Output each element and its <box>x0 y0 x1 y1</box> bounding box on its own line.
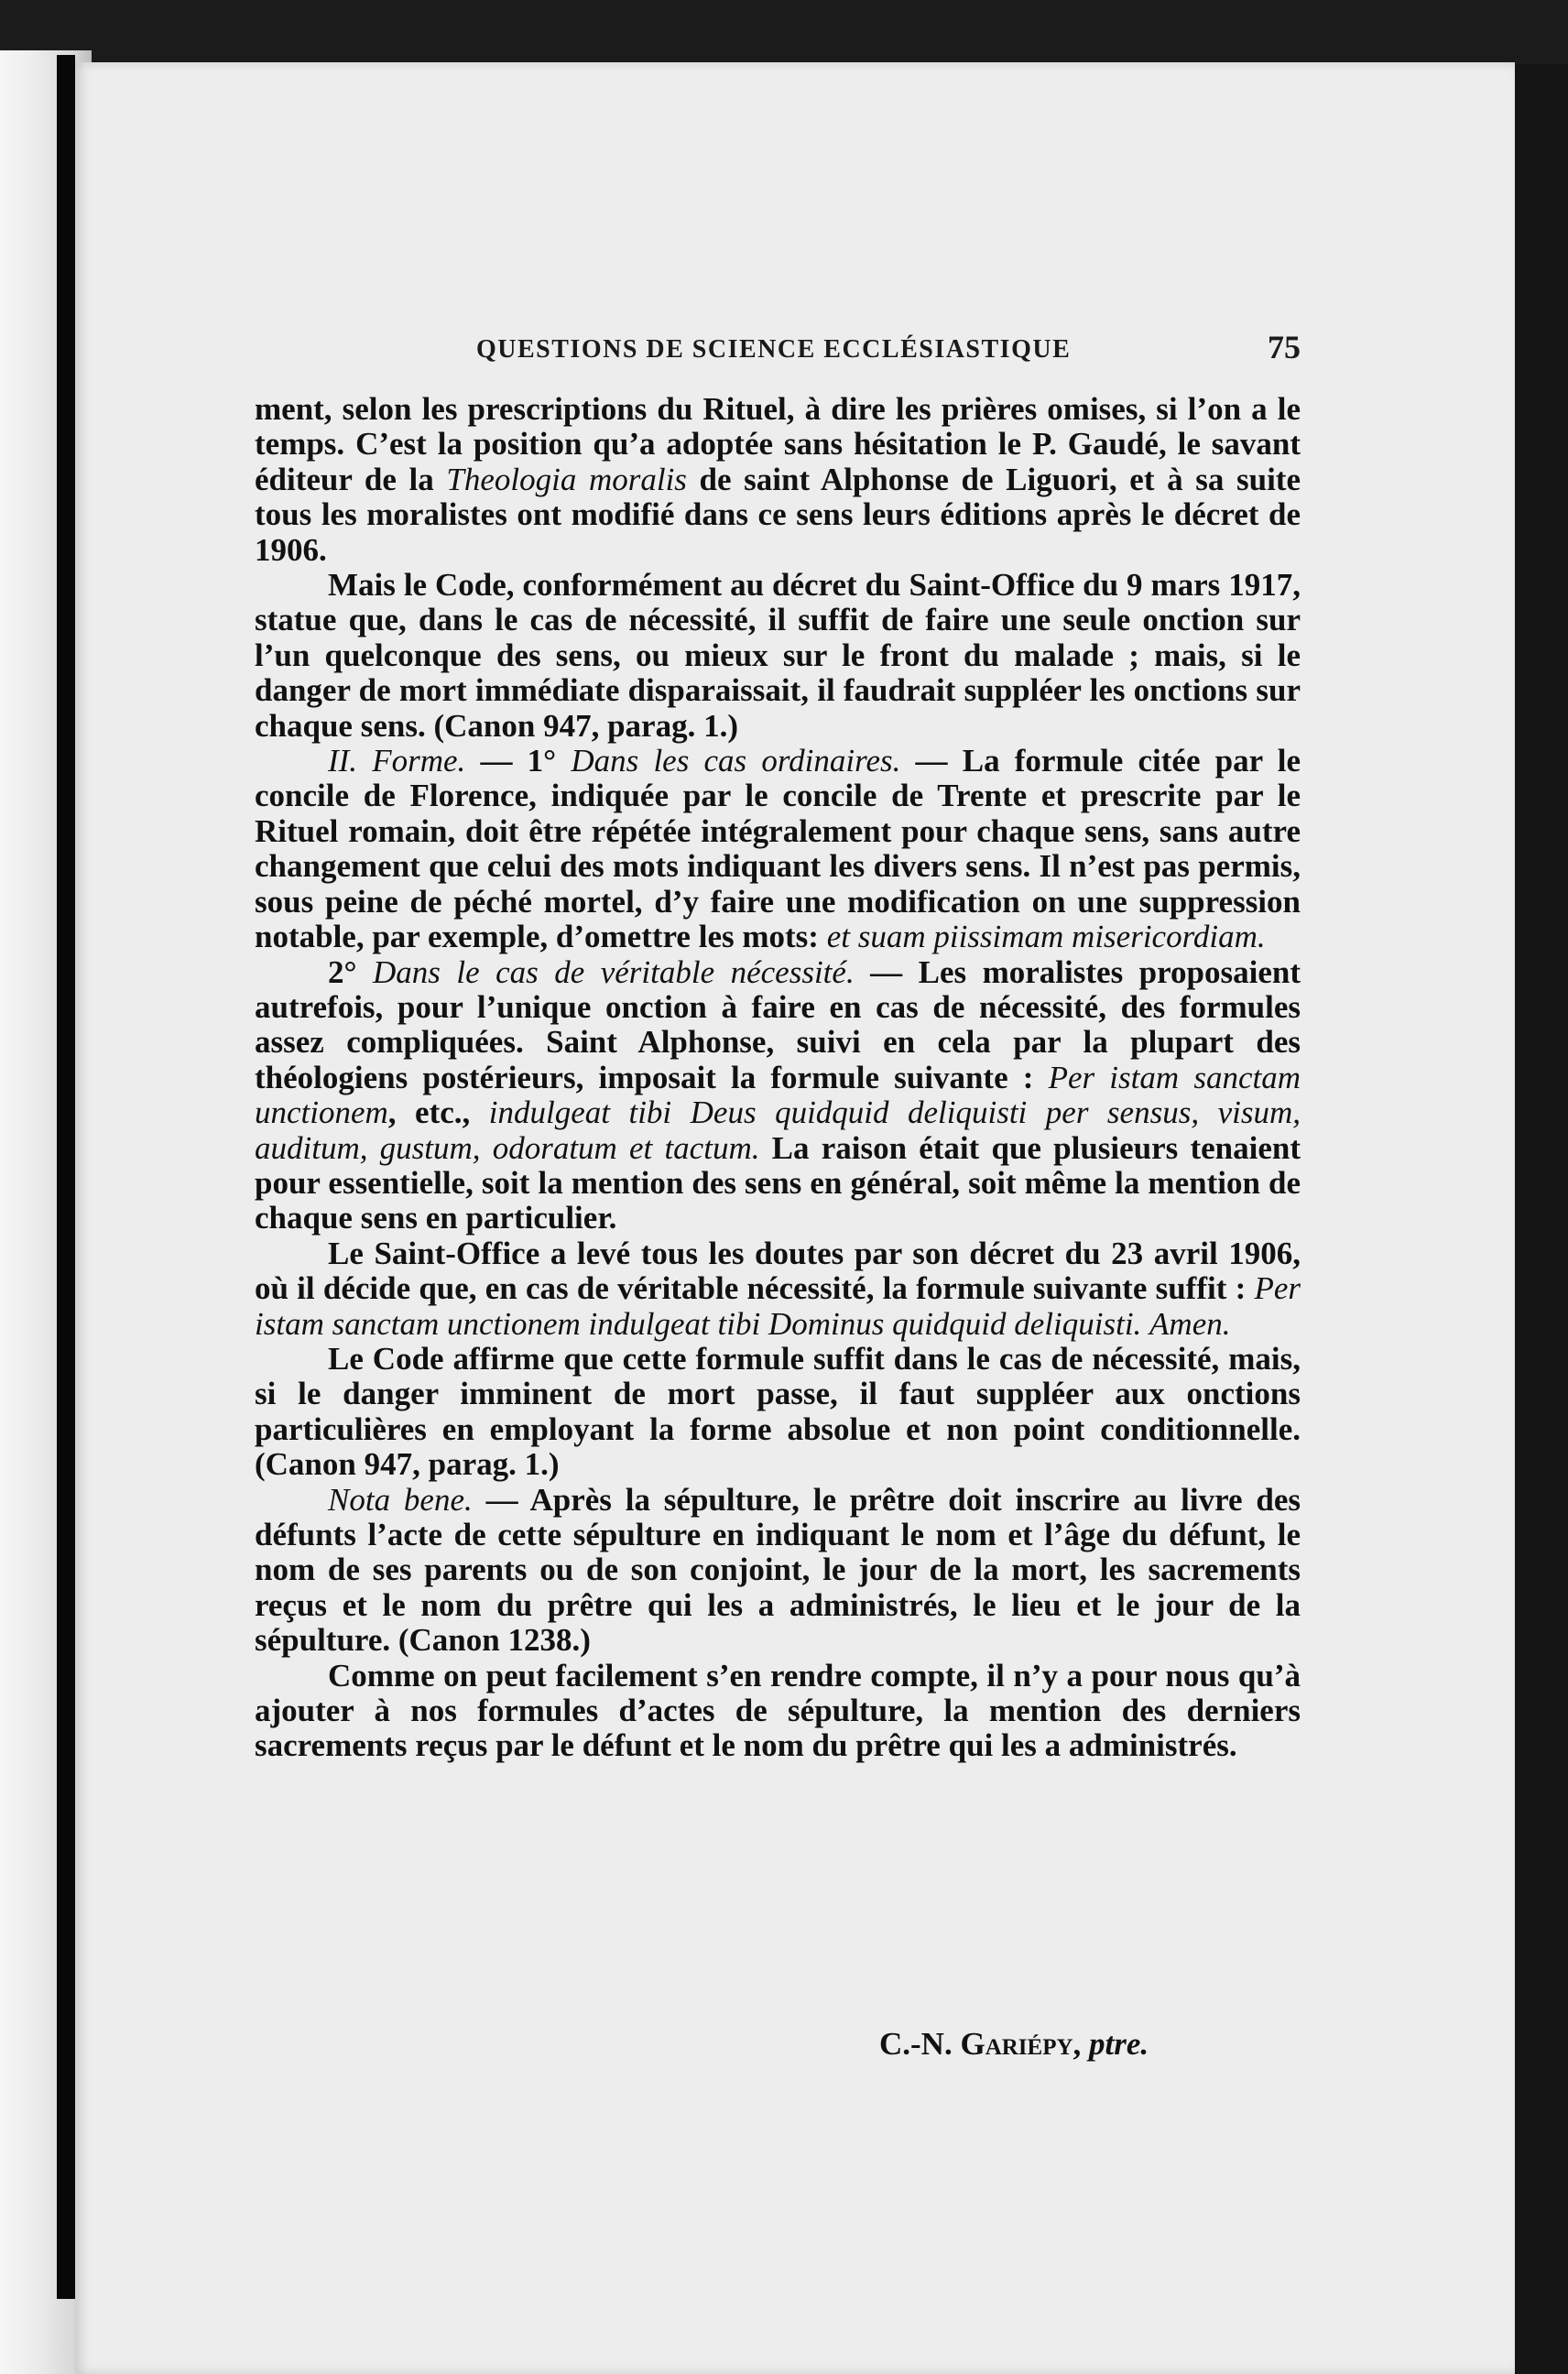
paragraph-text: Mais le Code, conformément au décret du Saint-Office du 9 mars 1917, statue que, dans le cas de nécessité, il suffit de faire une seule onction sur l’un quelconque des sens, ou mieux sur le front du malade ; mais, si le danger de mort immédiate disparaissait, il faudrait suppléer les onctions sur chaque sens. (Canon 947, parag. 1.) <box>255 567 1301 744</box>
signature-surname: Gariépy <box>960 2026 1073 2062</box>
signature-initials: C.-N. <box>879 2026 961 2062</box>
paragraph-text: 2° <box>328 953 373 990</box>
paragraph-text: , etc., <box>387 1094 489 1131</box>
paragraph-code <box>255 568 1301 744</box>
body-text <box>255 392 1301 1764</box>
paragraph-forme <box>255 744 1301 954</box>
paragraph-continuation <box>255 392 1301 568</box>
latin-quote: Per istam sanctam unctionem <box>255 1059 1301 1131</box>
paragraph-text <box>1141 1306 1149 1342</box>
italic-title: Theologia moralis <box>446 461 687 497</box>
subsection-heading: Dans les cas ordinaires. <box>571 743 901 779</box>
paragraph-text: — 1° <box>465 743 572 779</box>
paragraph-text: Le Code affirme que cette formule suffit dans le cas de nécessité, mais, si le danger imminent de mort passe, il faut suppléer aux onctions particulières en employant la forme absolue et non point conditionnelle. (Canon 947, parag. 1.) <box>255 1340 1301 1483</box>
section-heading: II. Forme. <box>328 743 466 779</box>
paragraph-code-affirme <box>255 1342 1301 1483</box>
paragraph-necessite <box>255 955 1301 1236</box>
paragraph-conclusion <box>255 1659 1301 1764</box>
running-head-title: QUESTIONS DE SCIENCE ECCLÉSIASTIQUE <box>476 335 1072 364</box>
paragraph-text: — Après la sépulture, le prêtre doit inscrire au livre des défunts l’acte de cette sépulture en indiquant le nom et l’âge du défunt, le nom de ses parents ou de son conjoint, le jour de la mort, les sacrements reçus et le nom du prêtre qui les a administrés, le lieu et le jour de la sépulture. (Canon 1238.) <box>255 1481 1301 1659</box>
paragraph-nota-bene <box>255 1483 1301 1659</box>
paragraph-saint-office <box>255 1236 1301 1342</box>
nota-bene-heading: Nota bene. <box>328 1481 473 1518</box>
scan-right-margin <box>1515 64 1568 2374</box>
paragraph-text: Le Saint-Office a levé tous les doutes par son décret du 23 avril 1906, où il décide que, en cas de véritable nécessité, la formule suivante suffit : <box>255 1235 1301 1307</box>
latin-quote: et suam piissimam misericordiam. <box>826 919 1266 955</box>
book-gutter <box>57 55 75 2299</box>
latin-quote: indulgeat tibi Deus quidquid deliquisti per sensus, visum, auditum, gustum, odoratum et tactum. <box>255 1094 1301 1166</box>
paragraph-text: — Les moralistes proposaient autrefois, pour l’unique onction à faire en cas de nécessité, des formules assez compliquées. Saint Alphonse, suivi en cela par la plupart des théologiens postérieurs, imposait la formule suivante : <box>255 953 1301 1095</box>
page-number: 75 <box>1268 329 1301 365</box>
subsection-heading: Dans le cas de véritable nécessité. <box>372 953 855 990</box>
author-signature <box>879 2026 1264 2066</box>
paragraph-text: La raison était que plusieurs tenaient pour essentielle, soit la mention des sens en général, soit même la mention de chaque sens en particulier. <box>255 1129 1301 1236</box>
paragraph-text: Comme on peut facilement s’en rendre compte, il n’y a pour nous qu’à ajouter à nos formules d’actes de sépulture, la mention des derniers sacrements reçus par le défunt et le nom du prêtre qui les a administrés. <box>255 1657 1301 1764</box>
running-head <box>476 328 1301 370</box>
paragraph-text: ment, selon les prescriptions du Rituel, à dire les prières omises, si l’on a le temps. C’est la position qu’a adoptée sans hésitation le P. Gaudé, le savant éditeur de la <box>255 391 1301 497</box>
latin-quote: Per istam sanctam unctionem indulgeat tibi Dominus quidquid deliquisti. <box>255 1270 1301 1342</box>
signature-separator: , <box>1073 2026 1090 2062</box>
latin-quote: Amen. <box>1149 1305 1231 1342</box>
signature-title: ptre. <box>1089 2026 1149 2062</box>
paragraph-text: — La formule citée par le concile de Florence, indiquée par le concile de Trente et prescrite par le Rituel romain, doit être répétée intégralement pour chaque sens, sans autre changement que celui des mots indiquant les divers sens. Il n’est pas permis, sous peine de péché mortel, d’y faire une modification on une suppression notable, par exemple, d’omettre les mots: <box>255 743 1301 955</box>
paragraph-text: de saint Alphonse de Liguori, et à sa suite tous les moralistes ont modifié dans ce sens leurs éditions après le décret de 1906. <box>255 461 1301 568</box>
